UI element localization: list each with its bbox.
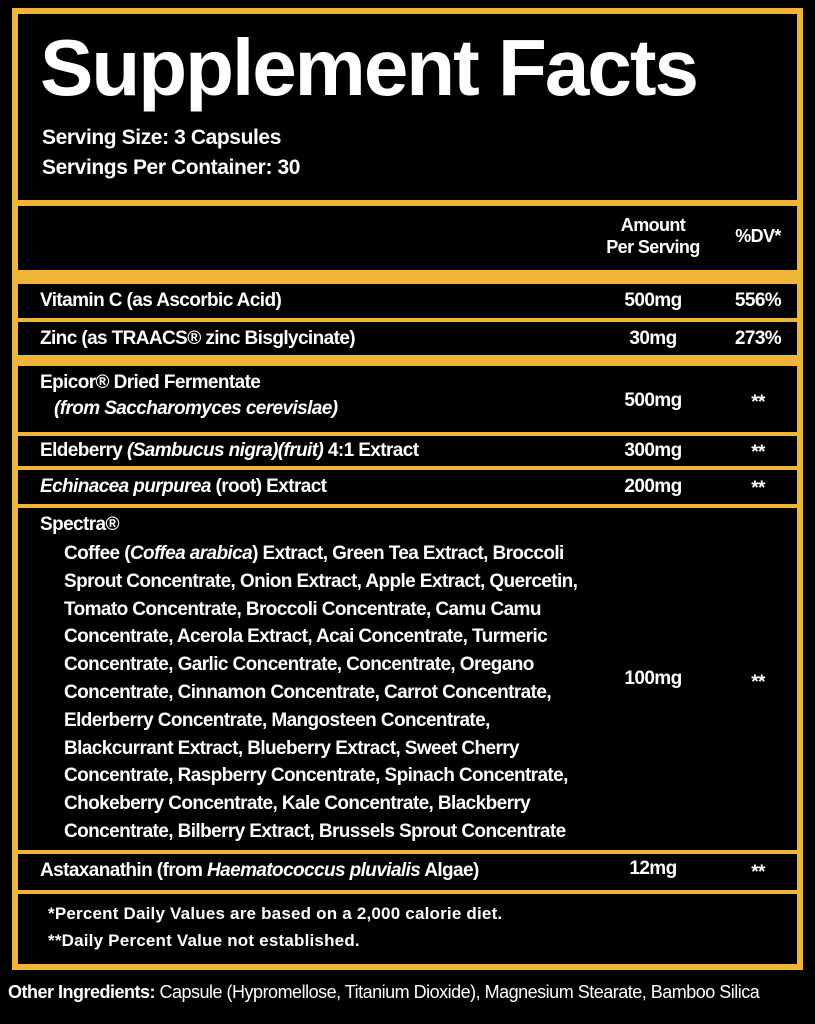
amount-header-line2: Per Serving — [606, 237, 700, 257]
name-part: 4:1 Extract — [323, 440, 419, 461]
blend-text: Coffee ( — [64, 543, 130, 564]
ingredient-name — [40, 860, 479, 882]
blend-line: Elderberry Concentrate, Mangosteen Concentrate, — [64, 709, 490, 731]
amount: 12mg — [629, 858, 677, 879]
footnote: **Daily Percent Value not established. — [48, 931, 360, 950]
daily-value: ** — [751, 862, 765, 883]
name-part: (root) Extract — [210, 476, 327, 497]
table-row — [18, 322, 797, 355]
ingredient-name: Epicor® Dried Fermentate — [40, 372, 261, 393]
supplement-facts-panel — [12, 8, 803, 970]
blend-line — [64, 540, 577, 568]
daily-value: ** — [751, 478, 765, 499]
footnote: *Percent Daily Values are based on a 2,000 calorie diet. — [48, 904, 503, 923]
dv-header: %DV* — [735, 226, 781, 246]
ingredient-name: Zinc (as TRAACS® zinc Bisglycinate) — [40, 328, 356, 349]
blend-line: Concentrate, Acerola Extract, Acai Concentrate, Turmeric — [64, 626, 548, 648]
blend-line: Concentrate, Bilberry Extract, Brussels Sprout Concentrate — [64, 820, 566, 842]
daily-value: ** — [751, 672, 765, 693]
blend-line: Tomato Concentrate, Broccoli Concentrate, Camu Camu — [64, 598, 541, 620]
table-row — [18, 284, 797, 318]
table-row — [18, 436, 797, 466]
table-row — [18, 470, 797, 504]
amount: 500mg — [624, 390, 682, 411]
blend-latin: Coffea arabica — [129, 543, 253, 564]
blend-line: Concentrate, Raspberry Concentrate, Spinach Concentrate, — [64, 765, 568, 787]
table-row — [18, 366, 797, 432]
name-part: Algae) — [420, 860, 479, 881]
daily-value: 556% — [734, 290, 782, 311]
ingredient-name: Vitamin C (as Ascorbic Acid) — [40, 290, 282, 311]
daily-value: ** — [751, 392, 765, 413]
blend-line: Blackcurrant Extract, Blueberry Extract, Sweet Cherry — [64, 737, 520, 759]
name-latin: Echinacea purpurea — [40, 476, 211, 497]
table-row-spectra — [18, 508, 797, 850]
serving-size: Serving Size: 3 Capsules — [42, 126, 281, 149]
name-latin: Haematococcus pluvialis — [207, 860, 421, 881]
name-latin: (Sambucus nigra)(fruit) — [126, 440, 324, 461]
daily-value: ** — [751, 442, 765, 463]
amount-header-line1: Amount — [620, 215, 686, 235]
amount: 100mg — [624, 668, 682, 689]
amount: 300mg — [624, 440, 682, 461]
title-section — [18, 14, 797, 200]
amount-header — [598, 214, 708, 258]
blend-line: Chokeberry Concentrate, Kale Concentrate, Blackberry — [64, 793, 531, 815]
blend-line: Concentrate, Garlic Concentrate, Concentrate, Oregano — [64, 654, 534, 676]
table-row — [18, 854, 797, 890]
amount: 200mg — [624, 476, 682, 497]
name-part: Astaxanathin (from — [40, 860, 208, 881]
page-title: Supplement Facts — [40, 23, 698, 112]
amount: 30mg — [629, 328, 677, 349]
ingredient-name: Spectra® — [40, 514, 119, 535]
blend-line: Concentrate, Cinnamon Concentrate, Carrot Concentrate, — [64, 681, 552, 703]
other-ingredients-label: Other Ingredients: — [8, 982, 156, 1002]
column-header — [18, 206, 797, 270]
blend-line: Sprout Concentrate, Onion Extract, Apple Extract, Quercetin, — [64, 570, 578, 592]
ingredient-source: (from Saccharomyces cerevislae) — [54, 398, 338, 419]
ingredient-name — [40, 440, 418, 462]
footnotes — [18, 894, 797, 964]
amount: 500mg — [624, 290, 682, 311]
daily-value: 273% — [734, 328, 782, 349]
name-part: Eldeberry — [40, 440, 127, 461]
blend-text: ) Extract, Green Tea Extract, Broccoli — [252, 543, 564, 564]
ingredient-name — [40, 476, 326, 498]
servings-per-container: Servings Per Container: 30 — [42, 156, 301, 179]
other-ingredients-text: Capsule (Hypromellose, Titanium Dioxide), Magnesium Stearate, Bamboo Silica — [155, 982, 760, 1002]
other-ingredients — [8, 982, 759, 1003]
spectra-blend-list — [64, 540, 577, 846]
